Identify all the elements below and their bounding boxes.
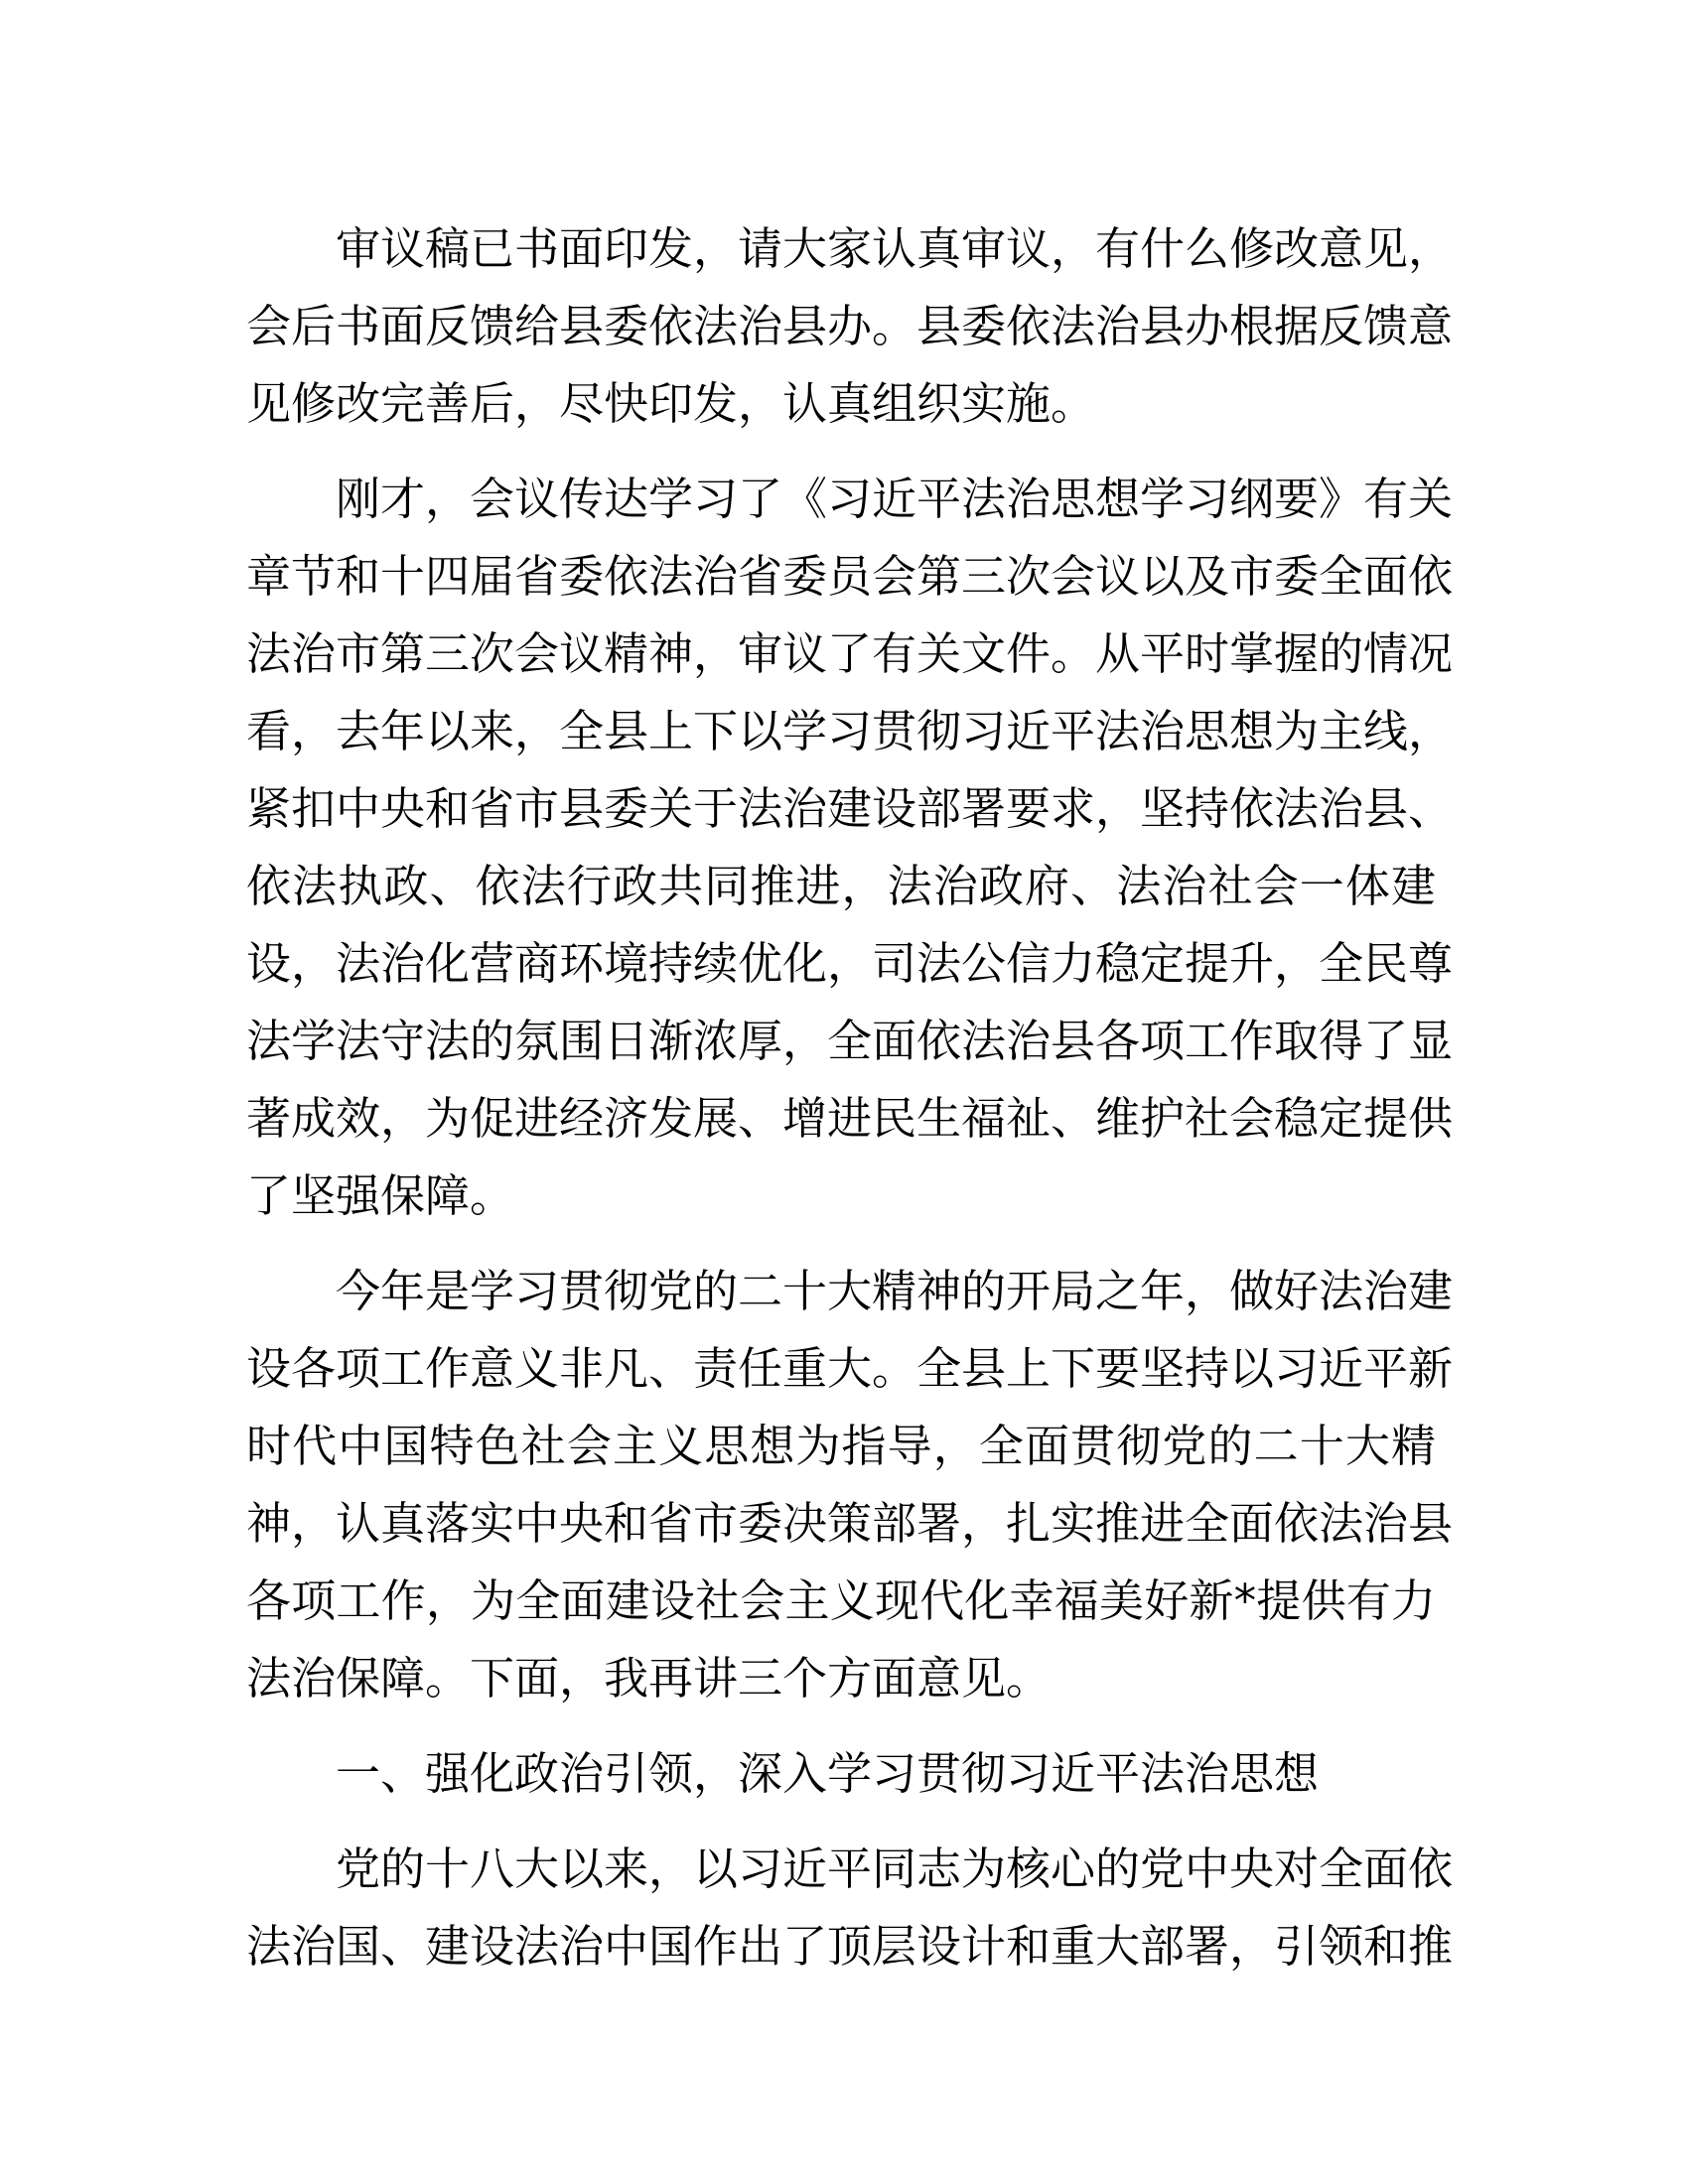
text-line: 看，去年以来，全县上下以学习贯彻习近平法治思想为主线， xyxy=(246,705,1454,757)
paragraph-1 xyxy=(246,210,1454,443)
text-line: 法治保障。下面，我再讲三个方面意见。 xyxy=(246,1652,1052,1705)
text-line: 审议稿已书面印发，请大家认真审议，有什么修改意见， xyxy=(336,222,1454,275)
text-line: 会后书面反馈给县委依法治县办。县委依法治县办根据反馈意 xyxy=(246,300,1454,352)
text-line: 刚才，会议传达学习了《习近平法治思想学习纲要》有关 xyxy=(336,473,1454,525)
text-line: 著成效，为促进经济发展、增进民生福祉、维护社会稳定提供 xyxy=(246,1092,1454,1145)
text-line: 法治国、建设法治中国作出了顶层设计和重大部署，引领和推 xyxy=(246,1920,1454,1973)
paragraph-5 xyxy=(246,1831,1454,1985)
text-line: 章节和十四届省委依法治省委员会第三次会议以及市委全面依 xyxy=(246,550,1454,603)
text-line: 依法执政、依法行政共同推进，法治政府、法治社会一体建 xyxy=(246,860,1436,912)
section-heading xyxy=(246,1735,1436,1813)
text-line: 见修改完善后，尽快印发，认真组织实施。 xyxy=(246,377,1096,430)
text-line: 党的十八大以来，以习近平同志为核心的党中央对全面依 xyxy=(336,1843,1454,1895)
text-line: 法学法守法的氛围日渐浓厚，全面依法治县各项工作取得了显 xyxy=(246,1015,1454,1067)
text-line: 了坚强保障。 xyxy=(246,1169,515,1222)
text-line: 设，法治化营商环境持续优化，司法公信力稳定提升，全民尊 xyxy=(246,937,1454,990)
heading-line: 一、强化政治引领，深入学习贯彻习近平法治思想 xyxy=(336,1747,1320,1800)
paragraph-3 xyxy=(246,1253,1454,1717)
paragraph-2 xyxy=(246,461,1454,1235)
text-line: 神，认真落实中央和省市委决策部署，扎实推进全面依法治县 xyxy=(246,1497,1454,1550)
text-line: 时代中国特色社会主义思想为指导，全面贯彻党的二十大精 xyxy=(246,1420,1436,1472)
text-line: 设各项工作意义非凡、责任重大。全县上下要坚持以习近平新 xyxy=(246,1342,1454,1395)
document-page xyxy=(246,210,1454,2003)
text-line: 各项工作，为全面建设社会主义现代化幸福美好新*提供有力 xyxy=(246,1574,1436,1627)
text-line: 今年是学习贯彻党的二十大精神的开局之年，做好法治建 xyxy=(336,1265,1454,1317)
text-line: 紧扣中央和省市县委关于法治建设部署要求，坚持依法治县、 xyxy=(246,782,1454,835)
text-line: 法治市第三次会议精神，审议了有关文件。从平时掌握的情况 xyxy=(246,627,1454,680)
